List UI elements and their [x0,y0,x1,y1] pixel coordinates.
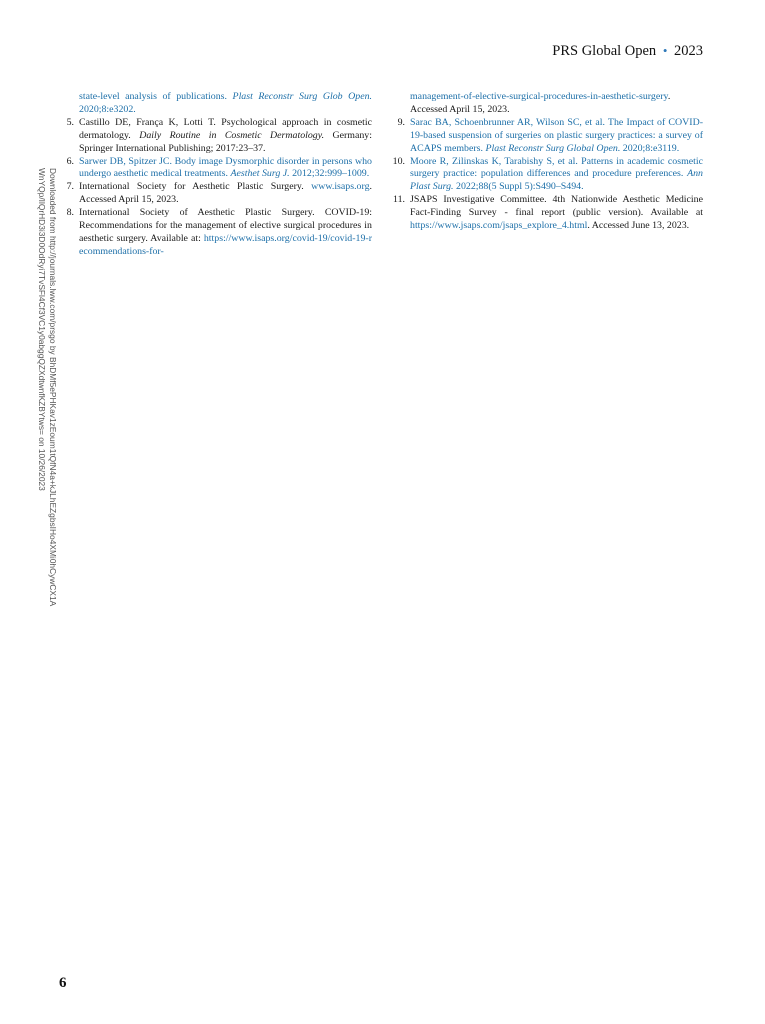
reference-6 [66,155,372,182]
reference-11-number: 11. [393,194,405,206]
reference-8-period: . [667,91,671,102]
reference-4-detail[interactable]: 2020;8:e3202. [79,103,136,115]
reference-8-text: International Society of Aesthetic Plastic Surgery. COVID-19: Recommendations for the management of elective surgical procedures in aesthetic surgery. Available at: [79,207,372,244]
reference-8-accessed: Accessed April 15, 2023. [410,103,510,115]
reference-6-number: 6. [66,155,74,167]
reference-5-text: Castillo DE, França K, Lotti T. Psychological approach in cosmetic dermatology. [79,116,372,141]
reference-8-url-continued[interactable]: management-of-elective-surgical-procedures-in-aesthetic-surgery [410,91,668,102]
reference-8-url[interactable]: https://www.isaps.org/covid-19/covid-19-recommendations-for- [79,232,372,257]
reference-11-url[interactable]: https://www.jsaps.com/jsaps_explore_4.html [410,220,588,232]
reference-10-detail[interactable]: 2022;88(5 Suppl 5):S490–S494. [456,181,584,193]
download-watermark [28,168,58,618]
references-right-column [392,91,703,233]
reference-6-journal[interactable]: Aesthet Surg J. [230,168,290,180]
reference-5-detail: Germany: Springer International Publishing; 2017:23–37. [79,129,372,154]
reference-10-journal[interactable]: Ann Plast Surg. [410,168,703,193]
reference-4-journal[interactable]: Plast Reconstr Surg Glob Open. [232,91,372,102]
reference-10 [392,155,703,195]
reference-7 [66,181,372,207]
watermark-line-2: WnYQp/IlQrHD3i3D0OdRyi7TvSFl4Cf3VC1y0abggQZXdtwnfKZBYtws= on 10/26/2023 [37,168,47,491]
reference-7-text: International Society for Aesthetic Plastic Surgery. [79,181,304,193]
reference-6-link[interactable]: Sarwer DB, Spitzer JC. Body image Dysmorphic disorder in persons who undergo aesthetic medical treatments. [79,155,372,180]
reference-11-period: . [587,220,590,232]
reference-7-accessed: Accessed April 15, 2023. [79,194,179,206]
reference-9-link[interactable]: Sarac BA, Schoenbrunner AR, Wilson SC, et al. The Impact of COVID-19-based suspension of surgeries on plastic surgery practices: a survey of ACAPS members. [410,116,703,154]
reference-4-link[interactable]: state-level analysis of publications. [79,91,227,102]
reference-4-continued [79,91,372,117]
reference-9-detail[interactable]: 2020;8:e3119. [622,142,680,154]
reference-5-book: Daily Routine in Cosmetic Dermatology. [139,129,325,141]
header-year: 2023 [674,43,703,59]
page-number: 6 [59,975,67,991]
reference-9-journal[interactable]: Plast Reconstr Surg Global Open. [485,142,621,154]
reference-11 [393,194,703,233]
reference-7-url[interactable]: www.isaps.org [311,181,370,193]
references-left-column [66,91,372,259]
reference-7-period: . [369,181,372,193]
watermark-line-1: Downloaded from http://journals.lww.com/prsgo by BhDMf5ePHKav1zEoum1tQfN4a+kJLhEZgbsIHo4XMi0hCywCX1A [48,168,58,607]
header-separator: • [662,43,668,58]
reference-8-number: 8. [66,207,74,219]
reference-7-number: 7. [66,181,74,193]
reference-11-accessed: Accessed June 13, 2023. [591,220,690,232]
reference-5-number: 5. [66,116,74,128]
reference-9-number: 9. [397,116,405,128]
reference-8 [66,207,372,259]
journal-name: PRS Global Open [552,43,657,59]
reference-11-text: JSAPS Investigative Committee. 4th Nationwide Aesthetic Medicine Fact-Finding Survey - final report (public version). Available at [410,194,703,219]
reference-8-continued [410,91,703,117]
running-header [552,43,703,60]
reference-9 [397,116,703,156]
reference-10-link[interactable]: Moore R, Zilinskas K, Tarabishy S, et al. Patterns in academic cosmetic surgery practice: population differences and procedure preferences. [410,155,703,180]
reference-6-detail[interactable]: 2012;32:999–1009. [292,168,370,180]
reference-5 [66,116,372,156]
reference-10-number: 10. [392,155,405,167]
